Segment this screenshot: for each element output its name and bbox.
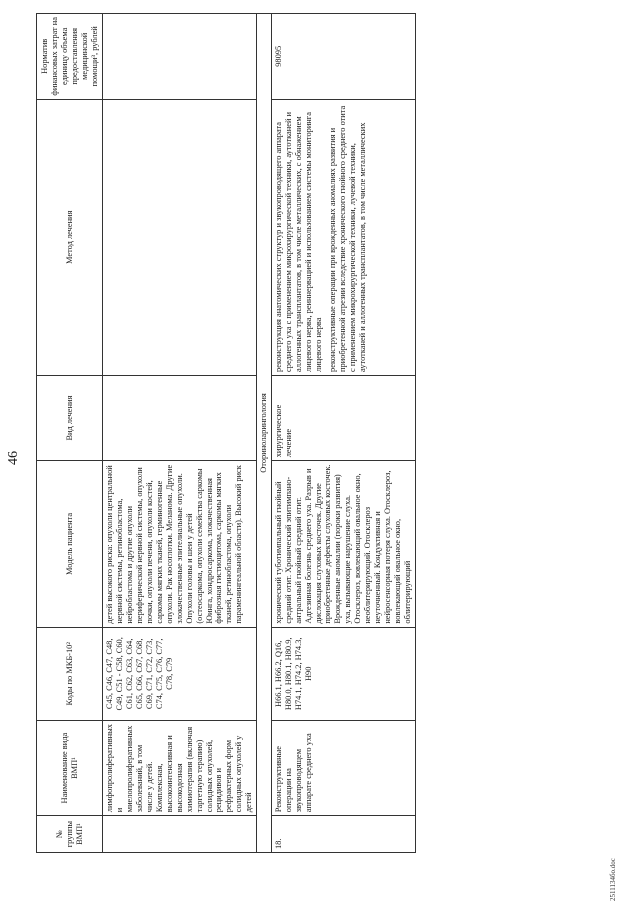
cell-vmp-name: лимфопролиферативных и миелопролиферативных заболеваний, в том числе у детей. Комплексная, высокоинтенсивная и высокодозная химиотерапия (включая таргетную терапию) солидных опухолей, рецидивов и рефрактерных форм солидных опухолей у детей	[103, 721, 257, 816]
table-row-continuation	[103, 14, 257, 853]
table-header-row	[37, 14, 103, 853]
header-treatment-method: Метод лечения	[37, 99, 103, 375]
cell-treatment-type: хирургическое лечение	[271, 375, 415, 460]
cell-norm-empty	[103, 14, 257, 100]
footer-filename: 2511134бо.doc	[609, 858, 617, 901]
cell-group-no-empty	[103, 816, 257, 853]
section-row	[257, 14, 272, 853]
cell-mkb-codes: C45, C46, C47, C48, C49, C51 - C58, C60, C61, C62, C63, C64, C65, C66, C67, C68, C69, C71, C72, C73, C74, C75, C76, C77, C78, C79	[103, 627, 257, 720]
header-vmp-name: Наименование вида ВМП¹	[37, 721, 103, 816]
page-number: 46	[6, 451, 21, 465]
cell-treatment-method	[271, 99, 415, 375]
cell-mkb-codes: H66.1, H66.2, Q16, H80.0, H80.1, H80.9, H74.1, H74.2, H74.3, H90	[271, 627, 415, 720]
header-cost-norm: Норматив финансовых затрат на единицу объема предоставления медицинской помощи³, рублей	[37, 14, 103, 100]
header-mkb-codes: Коды по МКБ-10²	[37, 627, 103, 720]
method-paragraph-2: реконструктивные операции при врожденных аномалиях развития и приобретенной атрезии вследствие хронического гнойного среднего отита с применением микрохирургической техники, лучевой техники, аутотканей и аллогенных трансплантатов, в том числе металлических	[328, 105, 368, 372]
cell-group-no: 18.	[271, 816, 415, 853]
table-row-18	[271, 14, 415, 853]
section-title: Оториноларингология	[257, 14, 272, 853]
cell-method-empty	[103, 99, 257, 375]
header-patient-model: Модель пациента	[37, 461, 103, 627]
cell-patient-model: детей высокого риска: опухоли центральной нервной системы, ретинобластома, нейробластома и другие опухоли периферической нервной системы, опухоли почки, опухоли печени, опухоли костей, саркомы мягких тканей, герминогенные опухоли. Рак носоглотки. Меланома. Другие злокачественные эпителиальные опухоли. Опухоли головы и шеи у детей (остеосаркома, опухоли семейства саркомы Юинга, хондросаркома, злокачественная фиброзная гистиоцитома, саркомы мягких тканей, ретинобластома, опухоли параменингеальной области). Высокий риск	[103, 461, 257, 627]
header-treatment-type: Вид лечения	[37, 375, 103, 460]
header-group-no: № группы ВМП¹	[37, 816, 103, 853]
cell-vmp-name: Реконструктивные операции на звукопроводящем аппарате среднего уха	[271, 721, 415, 816]
vmp-table	[36, 13, 416, 853]
cell-patient-model: хронический туботимпальный гнойный средний отит. Хронический эпитимпано-антральный гнойный средний отит. Адгезивная болезнь среднего уха. Разрыв и дислокация слуховых косточек. Другие приобретенные дефекты слуховых косточек. Врожденные аномалии (пороки развития) уха, вызывающие нарушение слуха. Отосклероз, вовлекающий овальное окно, необлитерирующий. Отосклероз неуточненный. Кондуктивная и нейросенсорная потеря слуха. Отосклероз, вовлекающий овальное окно, облитерирующий	[271, 461, 415, 627]
cell-cost-norm: 98095	[271, 14, 415, 100]
method-paragraph-1: реконструкция анатомических структур и звукопроводящего аппарата среднего уха с применением микрохирургической техники, аутотканей и аллогенных трансплантатов, в том числе металлических, с обнажением лицевого нерва, реиннервацией и использованием системы мониторинга лицевого нерва	[273, 111, 323, 372]
cell-treatment-type-empty	[103, 375, 257, 460]
